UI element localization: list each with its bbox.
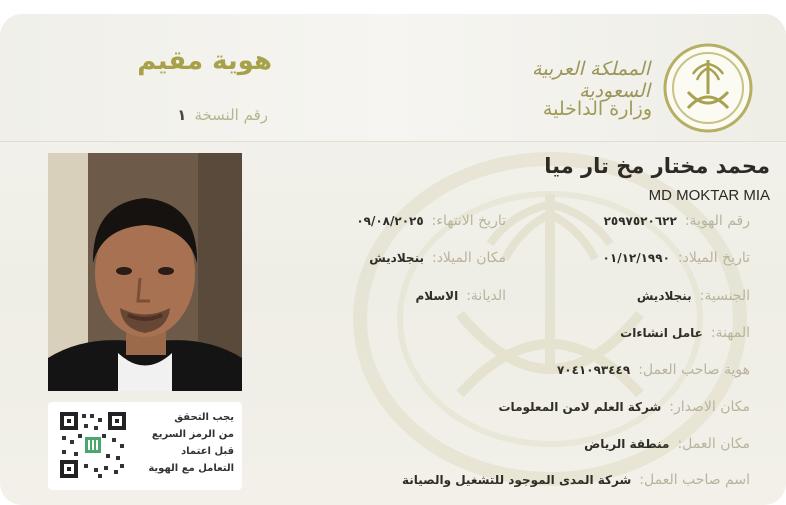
field-employer-name: [402, 472, 750, 488]
field-employer-id: [557, 362, 750, 378]
field-value: بنجلاديش: [369, 251, 424, 265]
field-occupation: [620, 325, 750, 341]
qr-note-line: التعامل مع الهوية: [148, 463, 234, 474]
qr-verification-box: [48, 402, 242, 490]
qr-code-icon[interactable]: [58, 410, 128, 480]
field-label: الجنسية:: [699, 288, 750, 304]
field-nationality: [637, 288, 750, 304]
field-id-number: [604, 213, 750, 229]
field-value: شركة المدى الموجود للتشغيل والصيانة: [401, 473, 632, 487]
portrait-image: [48, 153, 242, 391]
residence-id-card: [0, 14, 786, 505]
field-label: رقم الهوية:: [684, 213, 750, 229]
version-row: [98, 106, 268, 124]
qr-verification-note: [134, 409, 234, 477]
qr-note-line: من الرمز السريع: [151, 429, 234, 440]
field-birth-date: [603, 250, 750, 266]
field-birth-place: [369, 250, 506, 266]
field-expiry: [356, 213, 506, 229]
field-value: ٢٥٩٧٥٢٠٦٢٢: [603, 214, 677, 228]
field-religion: [415, 288, 506, 304]
field-label: تاريخ الانتهاء:: [431, 213, 506, 229]
qr-note-line: قبل اعتماد: [181, 446, 234, 457]
field-value: الاسلام: [415, 289, 459, 303]
field-label: هوية صاحب العمل:: [638, 362, 750, 378]
saudi-emblem-icon: [662, 42, 754, 134]
ministry-name: وزارة الداخلية: [542, 98, 652, 120]
field-label: المهنة:: [710, 325, 750, 341]
holder-name-english: MD MOKTAR MIA: [648, 187, 770, 204]
field-label: مكان الميلاد:: [431, 250, 506, 266]
field-value: بنجلاديش: [636, 289, 692, 303]
version-value: ١: [177, 106, 187, 124]
field-value: ٠١/١٢/١٩٩٠: [602, 251, 670, 265]
qr-note-line: يجب التحقق: [174, 412, 234, 423]
holder-photo: [48, 153, 242, 391]
version-label: رقم النسخة: [194, 106, 268, 124]
kingdom-name: المملكة العربية السعودية: [532, 58, 650, 102]
field-value: منطقة الرياض: [584, 437, 670, 451]
field-issue-place: [499, 399, 751, 415]
field-label: اسم صاحب العمل:: [639, 472, 750, 488]
field-value: ٠٩/٠٨/٢٠٢٥: [356, 214, 424, 228]
field-value: ٧٠٤١٠٩٣٤٤٩: [556, 363, 631, 377]
field-value: عامل انشاءات: [620, 326, 703, 340]
field-work-place: [584, 436, 750, 452]
document-title: هوية مقيم: [137, 46, 272, 76]
field-label: مكان العمل:: [677, 436, 750, 452]
field-label: تاريخ الميلاد:: [677, 250, 750, 266]
field-value: شركة العلم لامن المعلومات: [498, 400, 662, 414]
holder-name-arabic: محمد مختار مخ تار ميا: [544, 154, 770, 178]
field-label: مكان الاصدار:: [669, 399, 750, 415]
field-label: الديانة:: [466, 288, 506, 304]
